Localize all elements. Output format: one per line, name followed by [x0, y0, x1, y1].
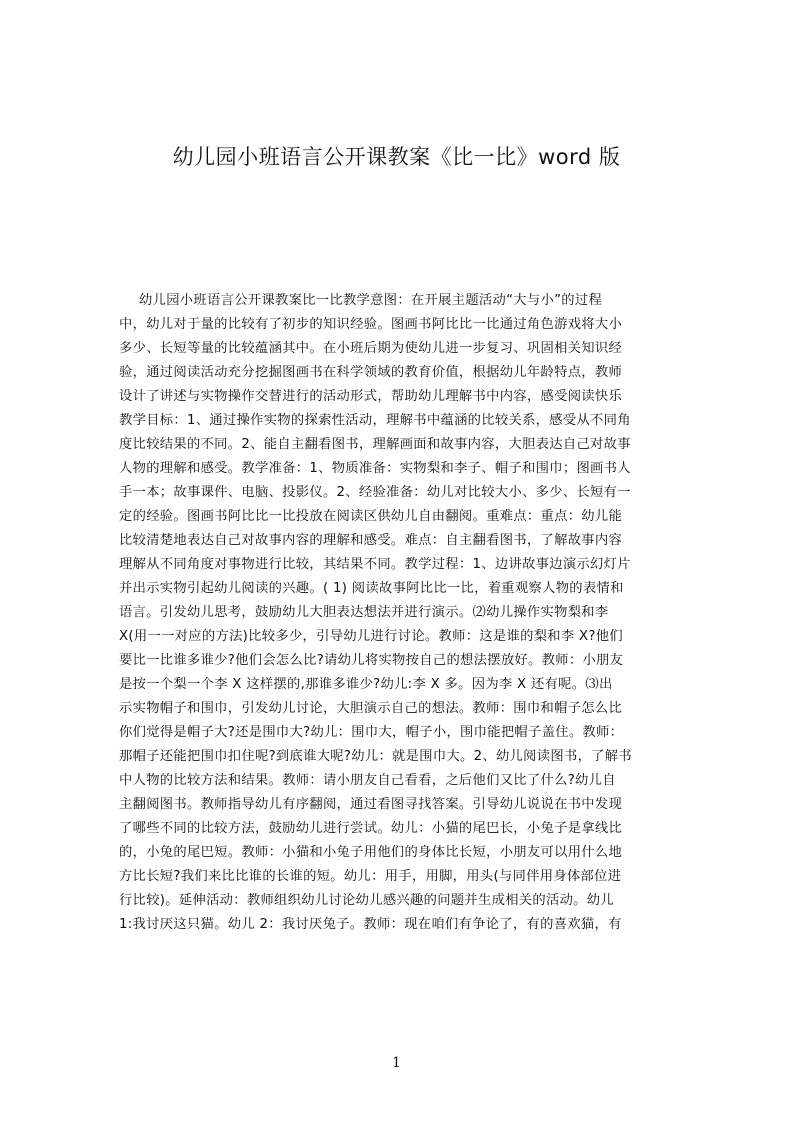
- text-line: 教学目标：1、通过操作实物的探索性活动，理解书中蕴涵的比较关系，感受从不同角: [119, 413, 631, 428]
- text-line: 那帽子还能把围巾扣住呢?到底谁大呢?幼儿：就是围巾大。2、幼儿阅读图书，了解书: [119, 749, 632, 764]
- text-line: 行比较)。延伸活动：教师组织幼儿讨论幼儿感兴趣的问题并生成相关的活动。幼儿: [119, 893, 614, 908]
- text-line: 你们觉得是帽子大?还是围巾大?幼儿：围巾大，帽子小，围巾能把帽子盖住。教师：: [119, 725, 624, 740]
- text-line: 手一本；故事课件、电脑、投影仪。2、经验准备：幼儿对比较大小、多少、长短有一: [119, 485, 631, 500]
- text-line: 多少、长短等量的比较蕴涵其中。在小班后期为使幼儿进一步复习、巩固相关知识经: [119, 341, 623, 356]
- text-line: 验，通过阅读活动充分挖掘图画书在科学领域的教育价值，根据幼儿年龄特点，教师: [119, 365, 623, 380]
- text-line: 方比长短?我们来比比谁的长谁的短。幼儿：用手，用脚，用头(与同伴用身体部位进: [119, 869, 622, 884]
- text-line: 比较清楚地表达自己对故事内容的理解和感受。难点：自主翻看图书，了解故事内容: [119, 533, 623, 548]
- text-line: 1:我讨厌这只猫。幼儿 2：我讨厌兔子。教师：现在咱们有争论了，有的喜欢猫，有: [119, 917, 622, 932]
- text-line: 中人物的比较方法和结果。教师：请小朋友自己看看，之后他们又比了什么?幼儿自: [119, 773, 616, 788]
- text-line: 度比较结果的不同。2、能自主翻看图书，理解画面和故事内容，大胆表达自己对故事: [119, 437, 631, 452]
- text-line: 幼儿园小班语言公开课教案比一比教学意图：在开展主题活动“大与小”的过程: [139, 293, 603, 308]
- text-line: 了哪些不同的比较方法，鼓励幼儿进行尝试。幼儿：小猫的尾巴长，小兔子是拿线比: [119, 821, 623, 836]
- text-line: 是按一个梨一个李 X 这样摆的,那谁多谁少?幼儿:李 X 多。因为李 X 还有呢。⑶出: [119, 677, 613, 692]
- text-line: 定的经验。图画书阿比比一比投放在阅读区供幼儿自由翻阅。重难点：重点：幼儿能: [119, 509, 623, 524]
- text-line: 主翻阅图书。教师指导幼儿有序翻阅，通过看图寻找答案。引导幼儿说说在书中发现: [119, 797, 623, 812]
- text-line: 语言。引发幼儿思考，鼓励幼儿大胆表达想法并进行演示。⑵幼儿操作实物梨和李: [119, 605, 609, 620]
- text-line: 并出示实物引起幼儿阅读的兴趣。( 1) 阅读故事阿比比一比，着重观察人物的表情和: [119, 581, 624, 596]
- body-text: [119, 289, 697, 1009]
- text-line: 要比一比谁多谁少?他们会怎么比?请幼儿将实物按自己的想法摆放好。教师：小朋友: [119, 653, 624, 668]
- text-line: 示实物帽子和围巾，引发幼儿讨论，大胆演示自己的想法。教师：围巾和帽子怎么比: [119, 701, 623, 716]
- text-line: 设计了讲述与实物操作交替进行的活动形式，帮助幼儿理解书中内容，感受阅读快乐: [119, 389, 623, 404]
- text-line: X(用一一对应的方法)比较多少，引导幼儿进行讨论。教师：这是谁的梨和李 X?他们: [119, 629, 623, 644]
- text-line: 理解从不同角度对事物进行比较，其结果不同。教学过程：1、边讲故事边演示幻灯片: [119, 557, 631, 572]
- page-title: 幼儿园小班语言公开课教案《比一比》word 版: [172, 145, 621, 169]
- page-number: 1: [392, 1055, 401, 1071]
- text-line: 中，幼儿对于量的比较有了初步的知识经验。图画书阿比比一比通过角色游戏将大小: [119, 317, 623, 332]
- text-line: 人物的理解和感受。教学准备：1、物质准备：实物梨和李子、帽子和围巾；图画书人: [119, 461, 631, 476]
- text-line: 的，小兔的尾巴短。教师：小猫和小兔子用他们的身体比长短，小朋友可以用什么地: [119, 845, 623, 860]
